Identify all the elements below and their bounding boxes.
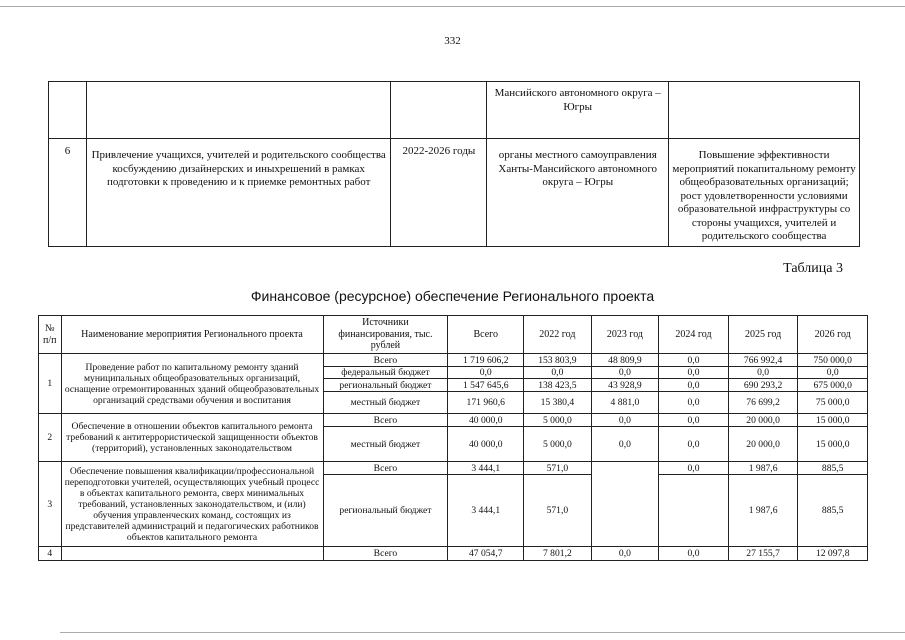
value-total: 3 444,1 bbox=[448, 462, 524, 475]
measure-name: Проведение работ по капитальному ремонту зданий муниципальных общеобразовательных организаций, оснащение отремонтированных зданий общеобразовательных организаций средствами обучения и воспитания bbox=[61, 354, 323, 414]
value-total: 47 054,7 bbox=[448, 547, 524, 561]
value-total: 40 000,0 bbox=[448, 427, 524, 462]
value-2024: 0,0 bbox=[659, 427, 729, 462]
header-2022: 2022 год bbox=[524, 316, 592, 354]
measure-name: Привлечение учащихся, учителей и родительского сообщества косбуждению дизайнерских и иныхрешений в рамках подготовки к проведению и к приемке ремонтных работ bbox=[86, 139, 391, 247]
value-2022: 153 803,9 bbox=[524, 354, 592, 367]
value-2022: 15 380,4 bbox=[524, 392, 592, 414]
value-2026: 885,5 bbox=[798, 475, 868, 547]
value-total: 0,0 bbox=[448, 367, 524, 379]
value-2022: 5 000,0 bbox=[524, 427, 592, 462]
header-2024: 2024 год bbox=[659, 316, 729, 354]
source: Всего bbox=[323, 547, 448, 561]
table-row bbox=[39, 414, 868, 427]
value-2025: 1 987,6 bbox=[728, 462, 798, 475]
value-2023: 0,0 bbox=[591, 414, 659, 427]
measure-name: Обеспечение в отношении объектов капитального ремонта требований к антитеррористической защищенности объектов (территорий), установленных законодательством bbox=[61, 414, 323, 462]
value-2025: 1 987,6 bbox=[728, 475, 798, 547]
row-number: 2 bbox=[39, 414, 62, 462]
value-2025: 76 699,2 bbox=[728, 392, 798, 414]
value-2025: 766 992,4 bbox=[728, 354, 798, 367]
period: 2022-2026 годы bbox=[391, 139, 487, 247]
value-2022: 571,0 bbox=[524, 475, 592, 547]
value-2022: 0,0 bbox=[524, 367, 592, 379]
value-2023: 0,0 bbox=[591, 367, 659, 379]
value-2026: 75 000,0 bbox=[798, 392, 868, 414]
value-2023: 4 881,0 bbox=[591, 392, 659, 414]
value-2024: 0,0 bbox=[659, 367, 729, 379]
header-2025: 2025 год bbox=[728, 316, 798, 354]
table-label: Таблица 3 bbox=[783, 261, 843, 276]
value-2026: 750 000,0 bbox=[798, 354, 868, 367]
value-2024: 0,0 bbox=[659, 462, 729, 475]
page-number: 332 bbox=[444, 35, 461, 47]
table-title: Финансовое (ресурсное) обеспечение Регионального проекта bbox=[250, 288, 655, 304]
source: региональный бюджет bbox=[323, 379, 448, 392]
table-row bbox=[39, 354, 868, 367]
value-total: 40 000,0 bbox=[448, 414, 524, 427]
source: Всего bbox=[323, 462, 448, 475]
value-total: 3 444,1 bbox=[448, 475, 524, 547]
value-2023: 0,0 bbox=[591, 427, 659, 462]
value-2023: 43 928,9 bbox=[591, 379, 659, 392]
cell bbox=[49, 82, 87, 139]
value-2023: 48 809,9 bbox=[591, 354, 659, 367]
value-total: 1 719 606,2 bbox=[448, 354, 524, 367]
header-row bbox=[39, 316, 868, 354]
cell bbox=[86, 82, 391, 139]
value-2025: 20 000,0 bbox=[728, 427, 798, 462]
table-row bbox=[39, 462, 868, 475]
value-2026: 885,5 bbox=[798, 462, 868, 475]
cell bbox=[669, 82, 860, 139]
header-total: Всего bbox=[448, 316, 524, 354]
source: Всего bbox=[323, 354, 448, 367]
measure-name bbox=[61, 547, 323, 561]
table-row bbox=[39, 547, 868, 561]
value-2024: 0,0 bbox=[659, 354, 729, 367]
value-2025: 27 155,7 bbox=[728, 547, 798, 561]
value-2026: 12 097,8 bbox=[798, 547, 868, 561]
value-2025: 690 293,2 bbox=[728, 379, 798, 392]
value-total: 1 547 645,6 bbox=[448, 379, 524, 392]
value-total: 171 960,6 bbox=[448, 392, 524, 414]
value-2022: 5 000,0 bbox=[524, 414, 592, 427]
source: федеральный бюджет bbox=[323, 367, 448, 379]
performer-cell: Мансийского автономного округа – Югры bbox=[487, 82, 669, 139]
performer: органы местного самоуправления Ханты-Мансийского автономного округа – Югры bbox=[487, 139, 669, 247]
value-2022: 7 801,2 bbox=[524, 547, 592, 561]
value-2022: 571,0 bbox=[524, 462, 592, 475]
row-number: 3 bbox=[39, 462, 62, 547]
value-2026: 675 000,0 bbox=[798, 379, 868, 392]
value-2025: 20 000,0 bbox=[728, 414, 798, 427]
value-2024: 0,0 bbox=[659, 392, 729, 414]
measure-name: Обеспечение повышения квалификации/профессиональной переподготовки учителей, осуществляющих учебный процесс в объектах капитального ремонта, сверх минимальных требований, установленных законодательством, и (или) обучения управленческих команд, состоящих из представителей администраций и педагогических работников объектов капитального ремонта bbox=[61, 462, 323, 547]
value-2024: 0,0 bbox=[659, 547, 729, 561]
row-number: 6 bbox=[49, 139, 87, 247]
value-2023: 0,0 bbox=[591, 547, 659, 561]
scan-edge-top bbox=[0, 6, 905, 7]
value-2026: 0,0 bbox=[798, 367, 868, 379]
header-source: Источники финансирования, тыс. рублей bbox=[323, 316, 448, 354]
value-2024: 0,0 bbox=[659, 379, 729, 392]
top-table bbox=[48, 81, 860, 247]
value-2026: 15 000,0 bbox=[798, 414, 868, 427]
scan-edge-bottom bbox=[60, 632, 905, 633]
value-2022: 138 423,5 bbox=[524, 379, 592, 392]
row-number: 1 bbox=[39, 354, 62, 414]
header-num: № п/п bbox=[39, 316, 62, 354]
table-row bbox=[49, 82, 860, 139]
row-number: 4 bbox=[39, 547, 62, 561]
header-2026: 2026 год bbox=[798, 316, 868, 354]
header-2023: 2023 год bbox=[591, 316, 659, 354]
value-2024 bbox=[659, 475, 729, 547]
source: местный бюджет bbox=[323, 392, 448, 414]
value-2023 bbox=[591, 462, 659, 547]
header-name: Наименование мероприятия Регионального проекта bbox=[61, 316, 323, 354]
value-2024: 0,0 bbox=[659, 414, 729, 427]
source: местный бюджет bbox=[323, 427, 448, 462]
value-2026: 15 000,0 bbox=[798, 427, 868, 462]
table-row bbox=[49, 139, 860, 247]
source: региональный бюджет bbox=[323, 475, 448, 547]
source: Всего bbox=[323, 414, 448, 427]
value-2025: 0,0 bbox=[728, 367, 798, 379]
cell bbox=[391, 82, 487, 139]
finance-table bbox=[38, 315, 868, 561]
result: Повышение эффективности мероприятий покапитальному ремонту общеобразовательных организаций; рост удовлетворенности условиями образовательной инфраструктуры со стороны учащихся, учителей и родительского сообщества bbox=[669, 139, 860, 247]
